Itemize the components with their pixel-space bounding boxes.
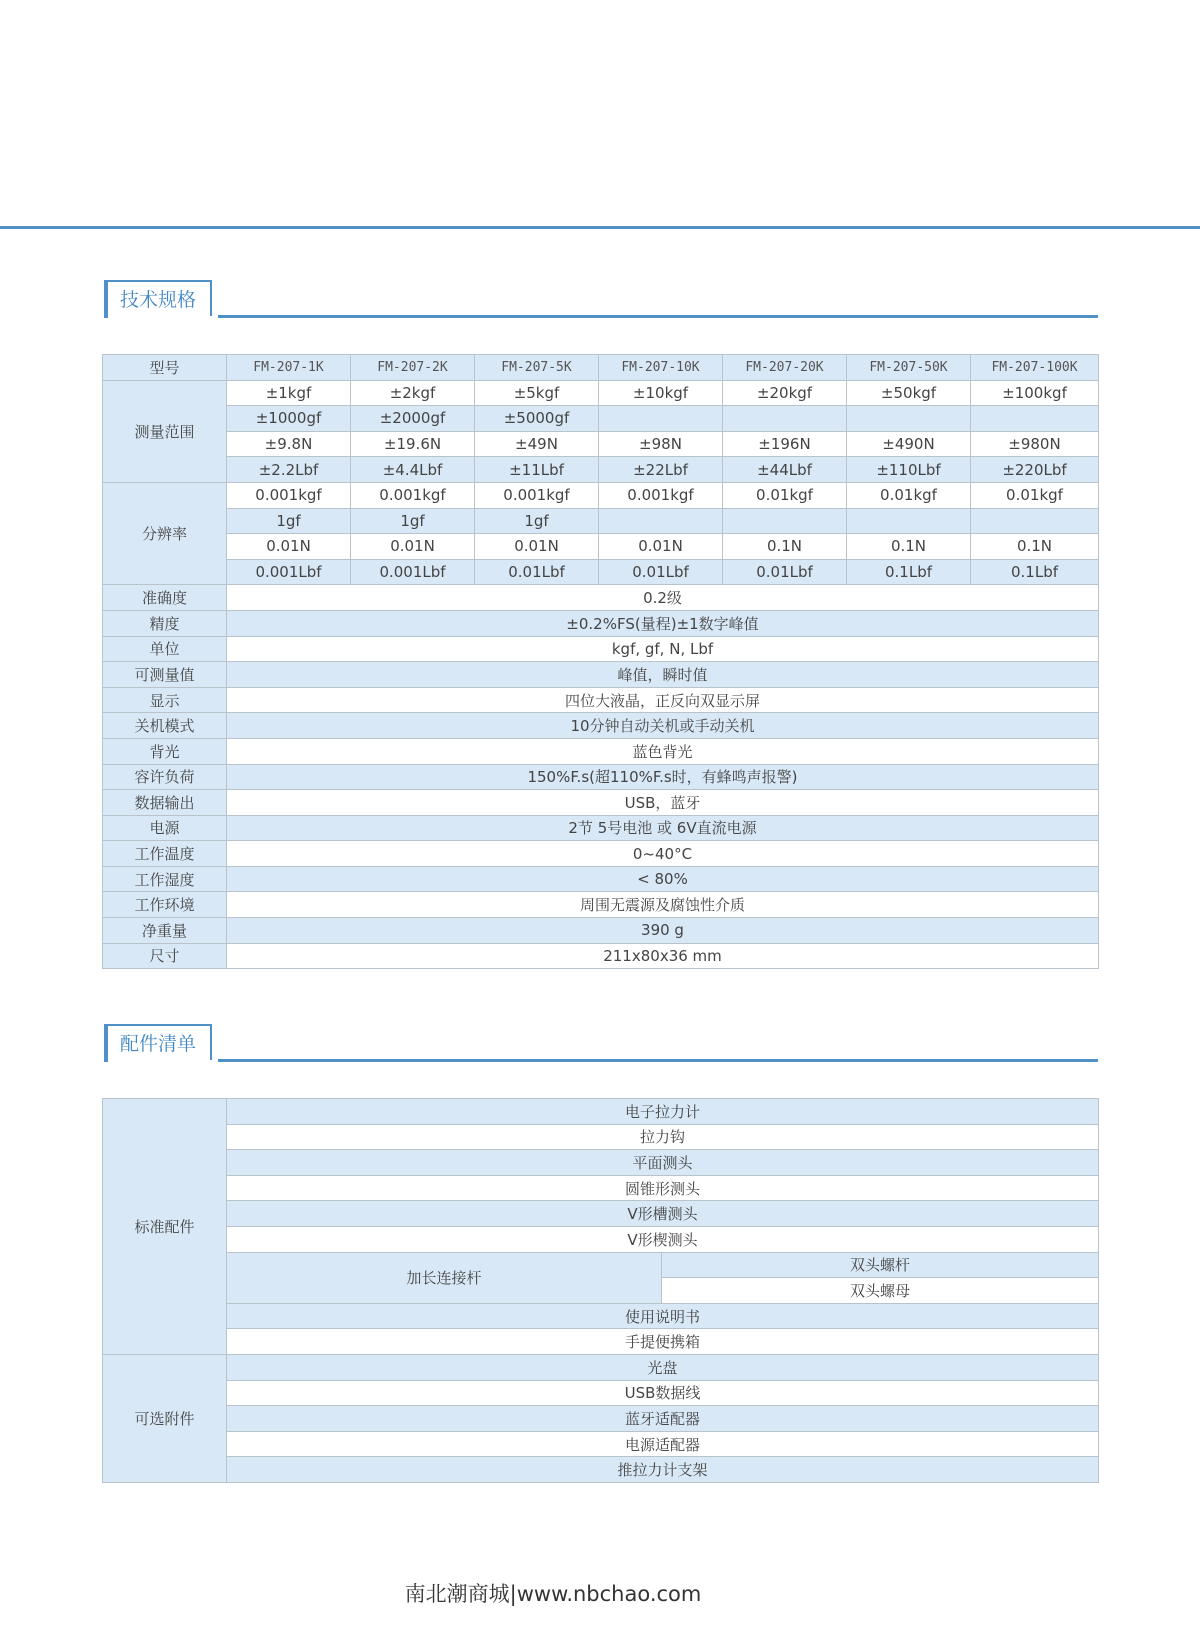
range-value-cell: ±22Lbf [599,457,723,483]
resolution-value-cell: 0.01N [475,534,599,560]
resolution-value-cell: 0.1N [971,534,1099,560]
table-row [103,1175,1099,1201]
optional-item: 推拉力计支架 [227,1457,1099,1483]
range-value-cell: ±1kgf [227,380,351,406]
spec-row-label: 准确度 [103,585,227,611]
range-value-cell: ±4.4Lbf [351,457,475,483]
optional-item: USB数据线 [227,1380,1099,1406]
resolution-value-cell [971,508,1099,534]
spec-row-value: USB，蓝牙 [227,790,1099,816]
range-value-cell: ±10kgf [599,380,723,406]
table-row [103,610,1099,636]
range-value-cell [599,406,723,432]
table-row [103,482,1099,508]
table-row [103,918,1099,944]
spec-row-label: 工作环境 [103,892,227,918]
resolution-value-cell: 0.1N [847,534,971,560]
spec-row-label: 数据输出 [103,790,227,816]
range-value-cell: ±50kgf [847,380,971,406]
range-value-cell: ±20kgf [723,380,847,406]
range-value-cell: ±2.2Lbf [227,457,351,483]
spec-row-label: 单位 [103,636,227,662]
spec-row-label: 工作温度 [103,841,227,867]
table-row [103,815,1099,841]
footer-text: 南北潮商城|www.nbchao.com [404,1582,702,1606]
spec-row-value: 10分钟自动关机或手动关机 [227,713,1099,739]
spec-row-label: 容许负荷 [103,764,227,790]
table-row [103,559,1099,585]
range-value-cell: ±220Lbf [971,457,1099,483]
spec-row-value: 蓝色背光 [227,738,1099,764]
footer [0,1578,1200,1608]
resolution-value-cell [723,508,847,534]
resolution-value-cell: 0.1N [723,534,847,560]
table-row [103,431,1099,457]
table-row [103,713,1099,739]
table-row [103,1099,1099,1125]
table-row [103,738,1099,764]
range-value-cell [723,406,847,432]
range-value-cell: ±5000gf [475,406,599,432]
table-row [103,380,1099,406]
spec-row-label: 电源 [103,815,227,841]
spec-section-title: 技术规格 [104,280,212,316]
spec-row-label: 精度 [103,610,227,636]
range-value-cell: ±98N [599,431,723,457]
spec-row-value: < 80% [227,866,1099,892]
table-row [103,866,1099,892]
table-row [103,841,1099,867]
table-row [103,1431,1099,1457]
table-row [103,457,1099,483]
spec-row-value: 峰值，瞬时值 [227,662,1099,688]
table-row [103,764,1099,790]
table-row [103,1124,1099,1150]
resolution-value-cell: 0.001Lbf [351,559,475,585]
header-model-label: 型号 [103,355,227,381]
resolution-value-cell: 0.001kgf [475,482,599,508]
accessory-section-rule [218,1059,1098,1062]
model-name-cell: FM-207-100K [971,355,1099,381]
spec-row-value: 四位大液晶，正反向双显示屏 [227,687,1099,713]
resolution-value-cell: 0.01kgf [971,482,1099,508]
table-row [103,1329,1099,1355]
spec-section-rule [218,315,1098,318]
resolution-value-cell: 0.01N [351,534,475,560]
optional-item: 光盘 [227,1354,1099,1380]
range-value-cell: ±19.6N [351,431,475,457]
spec-row-label: 可测量值 [103,662,227,688]
resolution-value-cell: 1gf [351,508,475,534]
table-row [103,1226,1099,1252]
spec-row-value: 150%F.s(超110%F.s时，有蜂鸣声报警) [227,764,1099,790]
resolution-label: 分辨率 [103,482,227,584]
accessory-section-header [104,1024,1098,1062]
table-row [103,1406,1099,1432]
accessory-section-title: 配件清单 [104,1024,212,1060]
resolution-value-cell: 1gf [227,508,351,534]
range-value-cell: ±980N [971,431,1099,457]
range-label: 测量范围 [103,380,227,482]
resolution-value-cell [599,508,723,534]
table-row [103,790,1099,816]
range-value-cell: ±11Lbf [475,457,599,483]
table-row [103,636,1099,662]
table-row [103,534,1099,560]
range-value-cell: ±5kgf [475,380,599,406]
resolution-value-cell: 0.01Lbf [475,559,599,585]
table-row [103,1457,1099,1483]
resolution-value-cell: 0.001Lbf [227,559,351,585]
accessory-item: 使用说明书 [227,1303,1099,1329]
spec-row-value: 2节 5号电池 或 6V直流电源 [227,815,1099,841]
table-row [103,585,1099,611]
range-value-cell [847,406,971,432]
spec-row-value: kgf, gf, N, Lbf [227,636,1099,662]
model-name-cell: FM-207-5K [475,355,599,381]
model-name-cell: FM-207-1K [227,355,351,381]
accessory-item: 拉力钩 [227,1124,1099,1150]
model-name-cell: FM-207-2K [351,355,475,381]
accessory-item: V形楔测头 [227,1226,1099,1252]
resolution-value-cell: 0.01kgf [723,482,847,508]
resolution-value-cell: 0.001kgf [351,482,475,508]
accessory-item: V形槽测头 [227,1201,1099,1227]
spec-row-value: 0.2级 [227,585,1099,611]
top-divider [0,226,1200,229]
spec-row-value: 0~40°C [227,841,1099,867]
table-row [103,406,1099,432]
table-row [103,355,1099,381]
spec-row-value: 211x80x36 mm [227,943,1099,969]
table-row [103,508,1099,534]
optional-item: 电源适配器 [227,1431,1099,1457]
resolution-value-cell: 0.001kgf [599,482,723,508]
table-row [103,1303,1099,1329]
resolution-value-cell: 0.01kgf [847,482,971,508]
resolution-value-cell: 0.1Lbf [847,559,971,585]
spec-row-value: 周围无震源及腐蚀性介质 [227,892,1099,918]
optional-item: 蓝牙适配器 [227,1406,1099,1432]
table-row [103,892,1099,918]
optional-accessories-label: 可选附件 [103,1354,227,1482]
table-row [103,687,1099,713]
resolution-value-cell: 0.01Lbf [723,559,847,585]
resolution-value-cell: 0.1Lbf [971,559,1099,585]
spec-row-label: 工作湿度 [103,866,227,892]
range-value-cell: ±9.8N [227,431,351,457]
accessory-item: 手提便携箱 [227,1329,1099,1355]
table-row [103,662,1099,688]
table-row [103,1201,1099,1227]
table-row [103,1252,1099,1278]
range-value-cell: ±100kgf [971,380,1099,406]
resolution-value-cell [847,508,971,534]
range-value-cell: ±490N [847,431,971,457]
range-value-cell: ±110Lbf [847,457,971,483]
accessory-item: 平面测头 [227,1150,1099,1176]
standard-accessories-label: 标准配件 [103,1099,227,1355]
accessory-item: 圆锥形测头 [227,1175,1099,1201]
accessory-item: 电子拉力计 [227,1099,1099,1125]
spec-row-value: 390 g [227,918,1099,944]
range-value-cell: ±2kgf [351,380,475,406]
resolution-value-cell: 0.01N [227,534,351,560]
spec-row-label: 背光 [103,738,227,764]
range-value-cell: ±49N [475,431,599,457]
spec-row-label: 净重量 [103,918,227,944]
resolution-value-cell: 0.01N [599,534,723,560]
model-name-cell: FM-207-20K [723,355,847,381]
spec-row-label: 尺寸 [103,943,227,969]
range-value-cell: ±1000gf [227,406,351,432]
spec-row-label: 显示 [103,687,227,713]
spec-table [102,354,1099,969]
extension-item: 双头螺杆 [662,1252,1099,1278]
resolution-value-cell: 0.001kgf [227,482,351,508]
resolution-value-cell: 0.01Lbf [599,559,723,585]
accessory-table [102,1098,1099,1483]
range-value-cell: ±196N [723,431,847,457]
spec-row-label: 关机模式 [103,713,227,739]
range-value-cell [971,406,1099,432]
table-row [103,1380,1099,1406]
model-name-cell: FM-207-10K [599,355,723,381]
range-value-cell: ±44Lbf [723,457,847,483]
spec-section-header [104,280,1098,318]
table-row [103,1150,1099,1176]
range-value-cell: ±2000gf [351,406,475,432]
table-row [103,1354,1099,1380]
resolution-value-cell: 1gf [475,508,599,534]
extension-item: 双头螺母 [662,1278,1099,1304]
table-row [103,943,1099,969]
spec-row-value: ±0.2%FS(量程)±1数字峰值 [227,610,1099,636]
model-name-cell: FM-207-50K [847,355,971,381]
extension-rod-label: 加长连接杆 [227,1252,662,1303]
